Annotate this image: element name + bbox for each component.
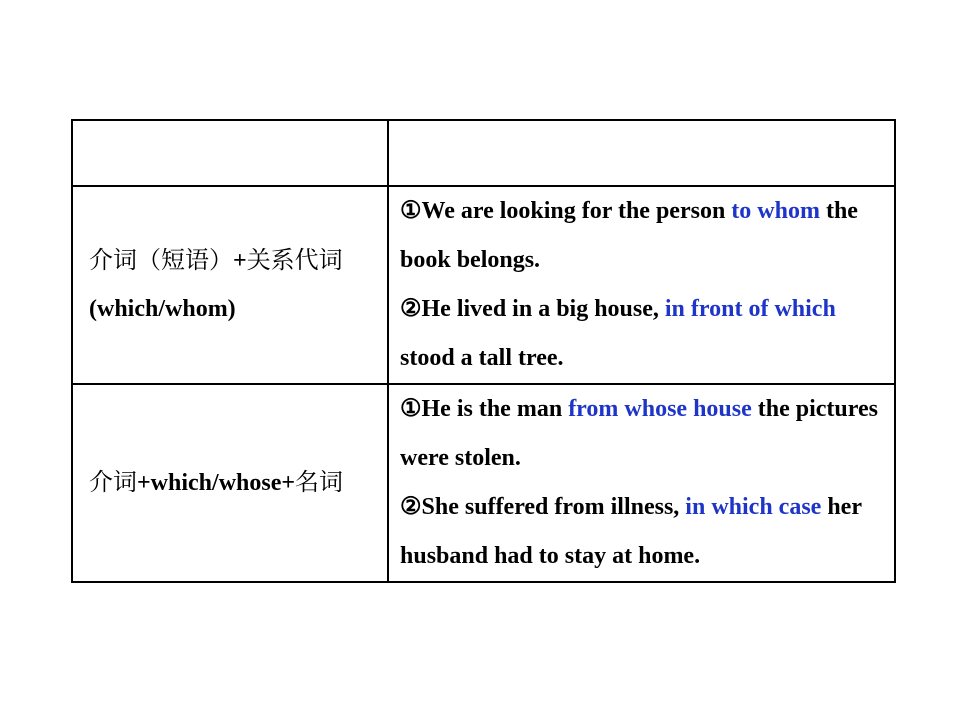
rule-cn: 关系代词 [246, 248, 343, 274]
example-text: He lived in a big house, [421, 296, 665, 322]
rule-cn: 介词 [89, 470, 137, 496]
rule-en: +which/whose+ [137, 470, 296, 496]
example-number: ② [400, 494, 422, 520]
rule-en: (which/whom) [89, 296, 236, 322]
rule-cn: 介词（短语） [89, 248, 233, 274]
example-text: her husband had to stay at home. [400, 494, 862, 569]
example-text: He is the man [421, 396, 569, 422]
highlighted-phrase: in front of which [664, 296, 836, 322]
header-cell-example [388, 120, 895, 186]
example-text: She suffered from illness, [421, 494, 686, 520]
table-header-row [72, 120, 895, 186]
highlighted-phrase: to whom [731, 198, 820, 224]
example-text: the book belongs. [400, 198, 858, 273]
example-text: the pictures were stolen. [400, 396, 878, 471]
example-text: We are looking for the person [421, 198, 732, 224]
highlighted-phrase: from whose house [568, 396, 752, 422]
example-sentence [400, 285, 886, 383]
table-row [72, 186, 895, 384]
example-cell [388, 384, 895, 582]
example-number: ② [400, 296, 422, 322]
example-sentence [400, 385, 886, 483]
grammar-table [71, 119, 896, 583]
rule-plus: + [233, 248, 247, 274]
table-row [72, 384, 895, 582]
example-sentence [400, 483, 886, 581]
example-sentence [400, 187, 886, 285]
rule-cell [72, 186, 388, 384]
example-cell [388, 186, 895, 384]
example-number: ① [400, 198, 422, 224]
example-number: ① [400, 396, 422, 422]
example-text: stood a tall tree. [400, 345, 564, 371]
rule-cell [72, 384, 388, 582]
header-cell-rule [72, 120, 388, 186]
highlighted-phrase: in which case [685, 494, 822, 520]
rule-cn: 名词 [295, 470, 344, 496]
